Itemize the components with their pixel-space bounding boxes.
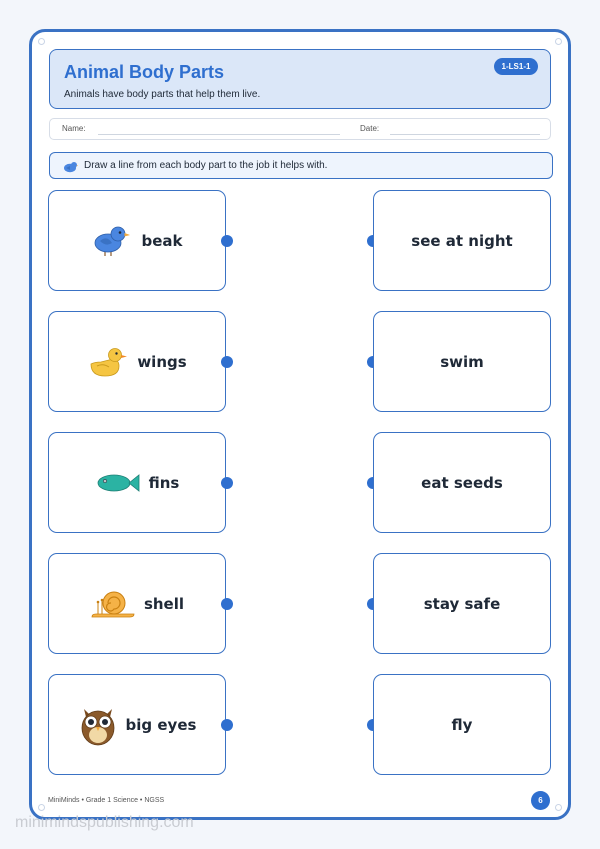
- job-label: swim: [440, 352, 484, 371]
- footer-text: MiniMinds • Grade 1 Science • NGSS: [48, 797, 165, 804]
- body-part-label: shell: [143, 594, 185, 613]
- page-title: Animal Body Parts: [64, 62, 225, 82]
- instruction-text: Draw a line from each body part to the job it helps with.: [84, 160, 328, 171]
- corner-dot: [555, 38, 562, 45]
- bird-icon: [91, 223, 133, 259]
- duck-icon: [87, 344, 129, 380]
- job-card: [373, 553, 551, 654]
- left-connect-dot[interactable]: [221, 235, 233, 247]
- standard-code-badge: 1-LS1-1: [494, 58, 538, 75]
- job-card: [373, 190, 551, 291]
- page-subtitle: Animals have body parts that help them live.: [64, 89, 261, 100]
- snail-icon: [90, 587, 136, 621]
- corner-dot: [38, 38, 45, 45]
- body-part-card: [48, 553, 226, 654]
- instruction-box: [49, 152, 553, 179]
- body-part-card: [48, 311, 226, 412]
- job-card: [373, 674, 551, 775]
- job-label: fly: [451, 715, 473, 734]
- job-card: [373, 432, 551, 533]
- left-connect-dot[interactable]: [221, 598, 233, 610]
- page-number-badge: 6: [531, 791, 550, 810]
- job-label: see at night: [411, 231, 513, 250]
- left-connect-dot[interactable]: [221, 719, 233, 731]
- job-label: eat seeds: [421, 473, 503, 492]
- job-label: stay safe: [423, 594, 501, 613]
- body-part-card: [48, 190, 226, 291]
- left-connect-dot[interactable]: [221, 477, 233, 489]
- body-part-card: [48, 674, 226, 775]
- body-part-card: [48, 432, 226, 533]
- name-date-bar: [49, 118, 551, 140]
- corner-dot: [555, 804, 562, 811]
- date-field[interactable]: [390, 134, 540, 135]
- owl-icon: [78, 703, 118, 747]
- corner-dot: [38, 804, 45, 811]
- body-part-label: big eyes: [125, 715, 197, 734]
- date-label: Date:: [360, 124, 380, 133]
- job-card: [373, 311, 551, 412]
- fish-icon: [95, 468, 141, 498]
- name-label: Name:: [62, 124, 86, 133]
- bird-icon: [62, 159, 78, 178]
- body-part-label: fins: [148, 473, 180, 492]
- body-part-label: wings: [137, 352, 187, 371]
- body-part-label: beak: [141, 231, 183, 250]
- watermark-text: minimindspublishing.com: [15, 814, 194, 831]
- header-banner: [49, 49, 551, 109]
- left-connect-dot[interactable]: [221, 356, 233, 368]
- name-field[interactable]: [98, 134, 340, 135]
